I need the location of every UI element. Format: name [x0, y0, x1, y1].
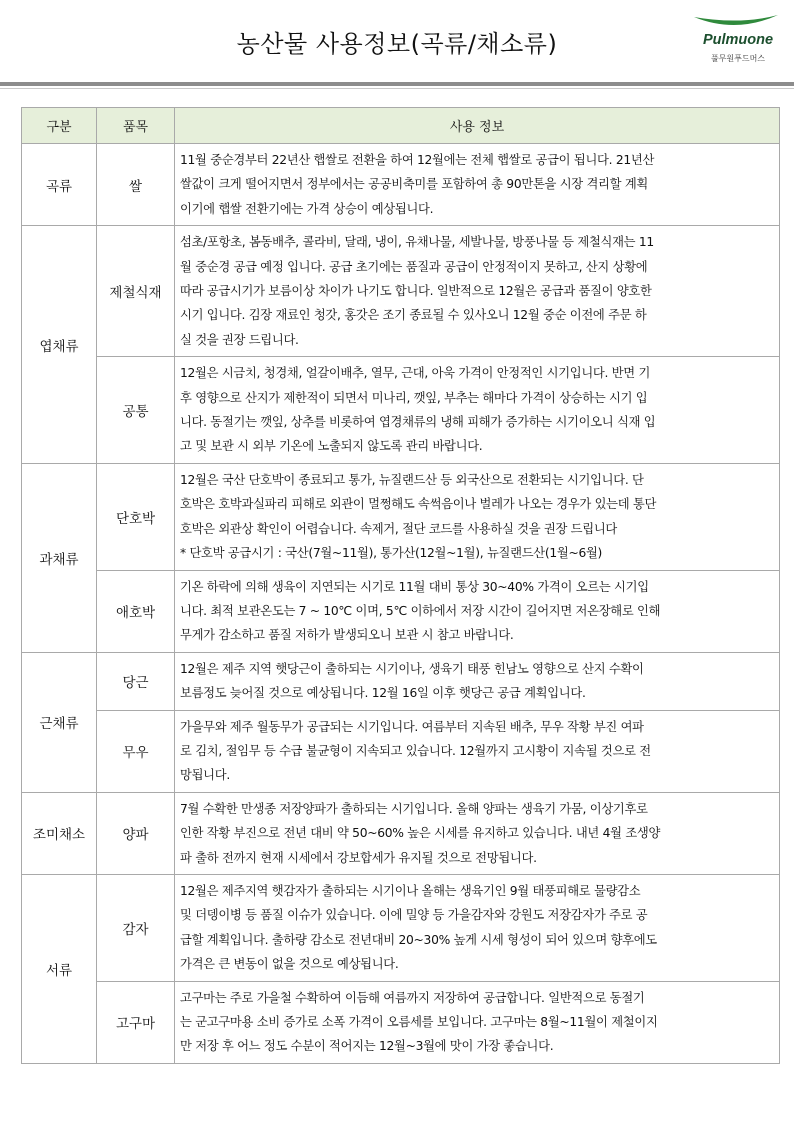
column-header-category: 구분 [22, 108, 97, 144]
table-row [22, 226, 780, 357]
table-row [22, 710, 780, 792]
header-divider [0, 82, 794, 86]
item-cell: 감자 [97, 874, 175, 981]
item-cell: 양파 [97, 792, 175, 874]
table-header-row [22, 108, 780, 144]
info-cell: 섬초/포항초, 봄동배추, 콜라비, 달래, 냉이, 유채나물, 세발나물, 방풍나물 등 제철식재는 11 월 중순경 공급 예정 입니다. 공급 초기에는 품질과 공급이 안정적이지 못하고, 산지 상황에 따라 공급시기가 보름이상 차이가 나기도 합니다. 일반적으로 12월은 공급과 품질이 양호한 시기 입니다. 김장 재료인 청갓, 홍갓은 조기 종료될 수 있사오니 12월 중순 이전에 주문 하 실 것을 권장 드립니다. [175, 226, 780, 357]
column-header-usage-info: 사용 정보 [175, 108, 780, 144]
info-cell: 12월은 시금치, 청경채, 얼갈이배추, 열무, 근대, 아욱 가격이 안정적인 시기입니다. 반면 기 후 영향으로 산지가 제한적이 되면서 미나리, 깻잎, 부추는 해마다 가격이 상승하는 시기 입 니다. 동절기는 깻잎, 상추를 비롯하여 엽경채류의 냉해 피해가 증가하는 시기이오니 식재 입 고 및 보관 시 외부 기온에 노출되지 않도록 관리 바랍니다. [175, 357, 780, 464]
category-cell: 곡류 [22, 144, 97, 226]
table-row [22, 652, 780, 710]
page-title: 농산물 사용정보(곡류/채소류) [236, 30, 558, 58]
item-cell: 애호박 [97, 570, 175, 652]
table-row [22, 874, 780, 981]
table-row [22, 570, 780, 652]
category-cell: 엽채류 [22, 226, 97, 464]
table-row [22, 463, 780, 570]
category-cell: 조미채소 [22, 792, 97, 874]
table-row [22, 981, 780, 1063]
item-cell: 고구마 [97, 981, 175, 1063]
header-divider-thin [0, 88, 794, 89]
logo-swoosh-icon [690, 12, 782, 34]
table-row [22, 144, 780, 226]
category-cell: 근채류 [22, 652, 97, 792]
category-cell: 과채류 [22, 463, 97, 652]
info-cell: 12월은 국산 단호박이 종료되고 통가, 뉴질랜드산 등 외국산으로 전환되는 시기입니다. 단 호박은 호박과실파리 피해로 외관이 멀쩡해도 속썩음이나 벌레가 나오는 경우가 있는데 통단 호박은 외관상 확인이 어렵습니다. 속제거, 절단 코드를 사용하실 것을 권장 드립니다 * 단호박 공급시기 : 국산(7월~11월), 통가산(12월~1월), 뉴질랜드산(1월~6월) [175, 463, 780, 570]
table-row [22, 792, 780, 874]
info-cell: 11월 중순경부터 22년산 햅쌀로 전환을 하여 12월에는 전체 햅쌀로 공급이 됩니다. 21년산 쌀값이 크게 떨어지면서 정부에서는 공공비축미를 포함하여 총 90만톤을 시장 격리할 계획 이기에 햅쌀 전환기에는 가격 상승이 예상됩니다. [175, 144, 780, 226]
item-cell: 공통 [97, 357, 175, 464]
item-cell: 쌀 [97, 144, 175, 226]
category-cell: 서류 [22, 874, 97, 1063]
logo-name: Pulmuone [702, 32, 774, 48]
item-cell: 당근 [97, 652, 175, 710]
item-cell: 단호박 [97, 463, 175, 570]
item-cell: 무우 [97, 710, 175, 792]
produce-info-table [21, 107, 780, 1064]
info-cell: 기온 하락에 의해 생육이 지연되는 시기로 11월 대비 통상 30~40% 가격이 오르는 시기입 니다. 최적 보관온도는 7 ~ 10℃ 이며, 5℃ 이하에서 저장 시간이 길어지면 저온장해로 인해 무게가 감소하고 품질 저하가 발생되오니 보관 시 참고 바랍니다. [175, 570, 780, 652]
company-logo [690, 12, 786, 70]
table-row [22, 357, 780, 464]
info-cell: 7월 수확한 만생종 저장양파가 출하되는 시기입니다. 올해 양파는 생육기 가뭄, 이상기후로 인한 작황 부진으로 전년 대비 약 50~60% 높은 시세를 유지하고 있습니다. 내년 4월 조생양 파 출하 전까지 현재 시세에서 강보합세가 유지될 것으로 전망됩니다. [175, 792, 780, 874]
info-cell: 고구마는 주로 가을철 수확하여 이듬해 여름까지 저장하여 공급합니다. 일반적으로 동절기 는 군고구마용 소비 증가로 소폭 가격이 오름세를 보입니다. 고구마는 8월~11월이 제철이지 만 저장 후 어느 정도 수분이 적어지는 12월~3월에 맛이 가장 좋습니다. [175, 981, 780, 1063]
column-header-item: 품목 [97, 108, 175, 144]
info-cell: 12월은 제주 지역 햇당근이 출하되는 시기이나, 생육기 태풍 힌남노 영향으로 산지 수확이 보름정도 늦어질 것으로 예상됩니다. 12월 16일 이후 햇당근 공급 계획입니다. [175, 652, 780, 710]
item-cell: 제철식재 [97, 226, 175, 357]
logo-subtitle: 풀무원푸드머스 [710, 54, 766, 63]
info-cell: 가을무와 제주 월동무가 공급되는 시기입니다. 여름부터 지속된 배추, 무우 작황 부진 여파 로 김치, 절임무 등 수급 불균형이 지속되고 있습니다. 12월까지 고시황이 지속될 것으로 전 망됩니다. [175, 710, 780, 792]
info-cell: 12월은 제주지역 햇감자가 출하되는 시기이나 올해는 생육기인 9월 태풍피해로 물량감소 및 더뎅이병 등 품질 이슈가 있습니다. 이에 밀양 등 가을감자와 강원도 저장감자가 주로 공 급할 계획입니다. 출하량 감소로 전년대비 20~30% 높게 시세 형성이 되어 있으며 향후에도 가격은 큰 변동이 없을 것으로 예상됩니다. [175, 874, 780, 981]
